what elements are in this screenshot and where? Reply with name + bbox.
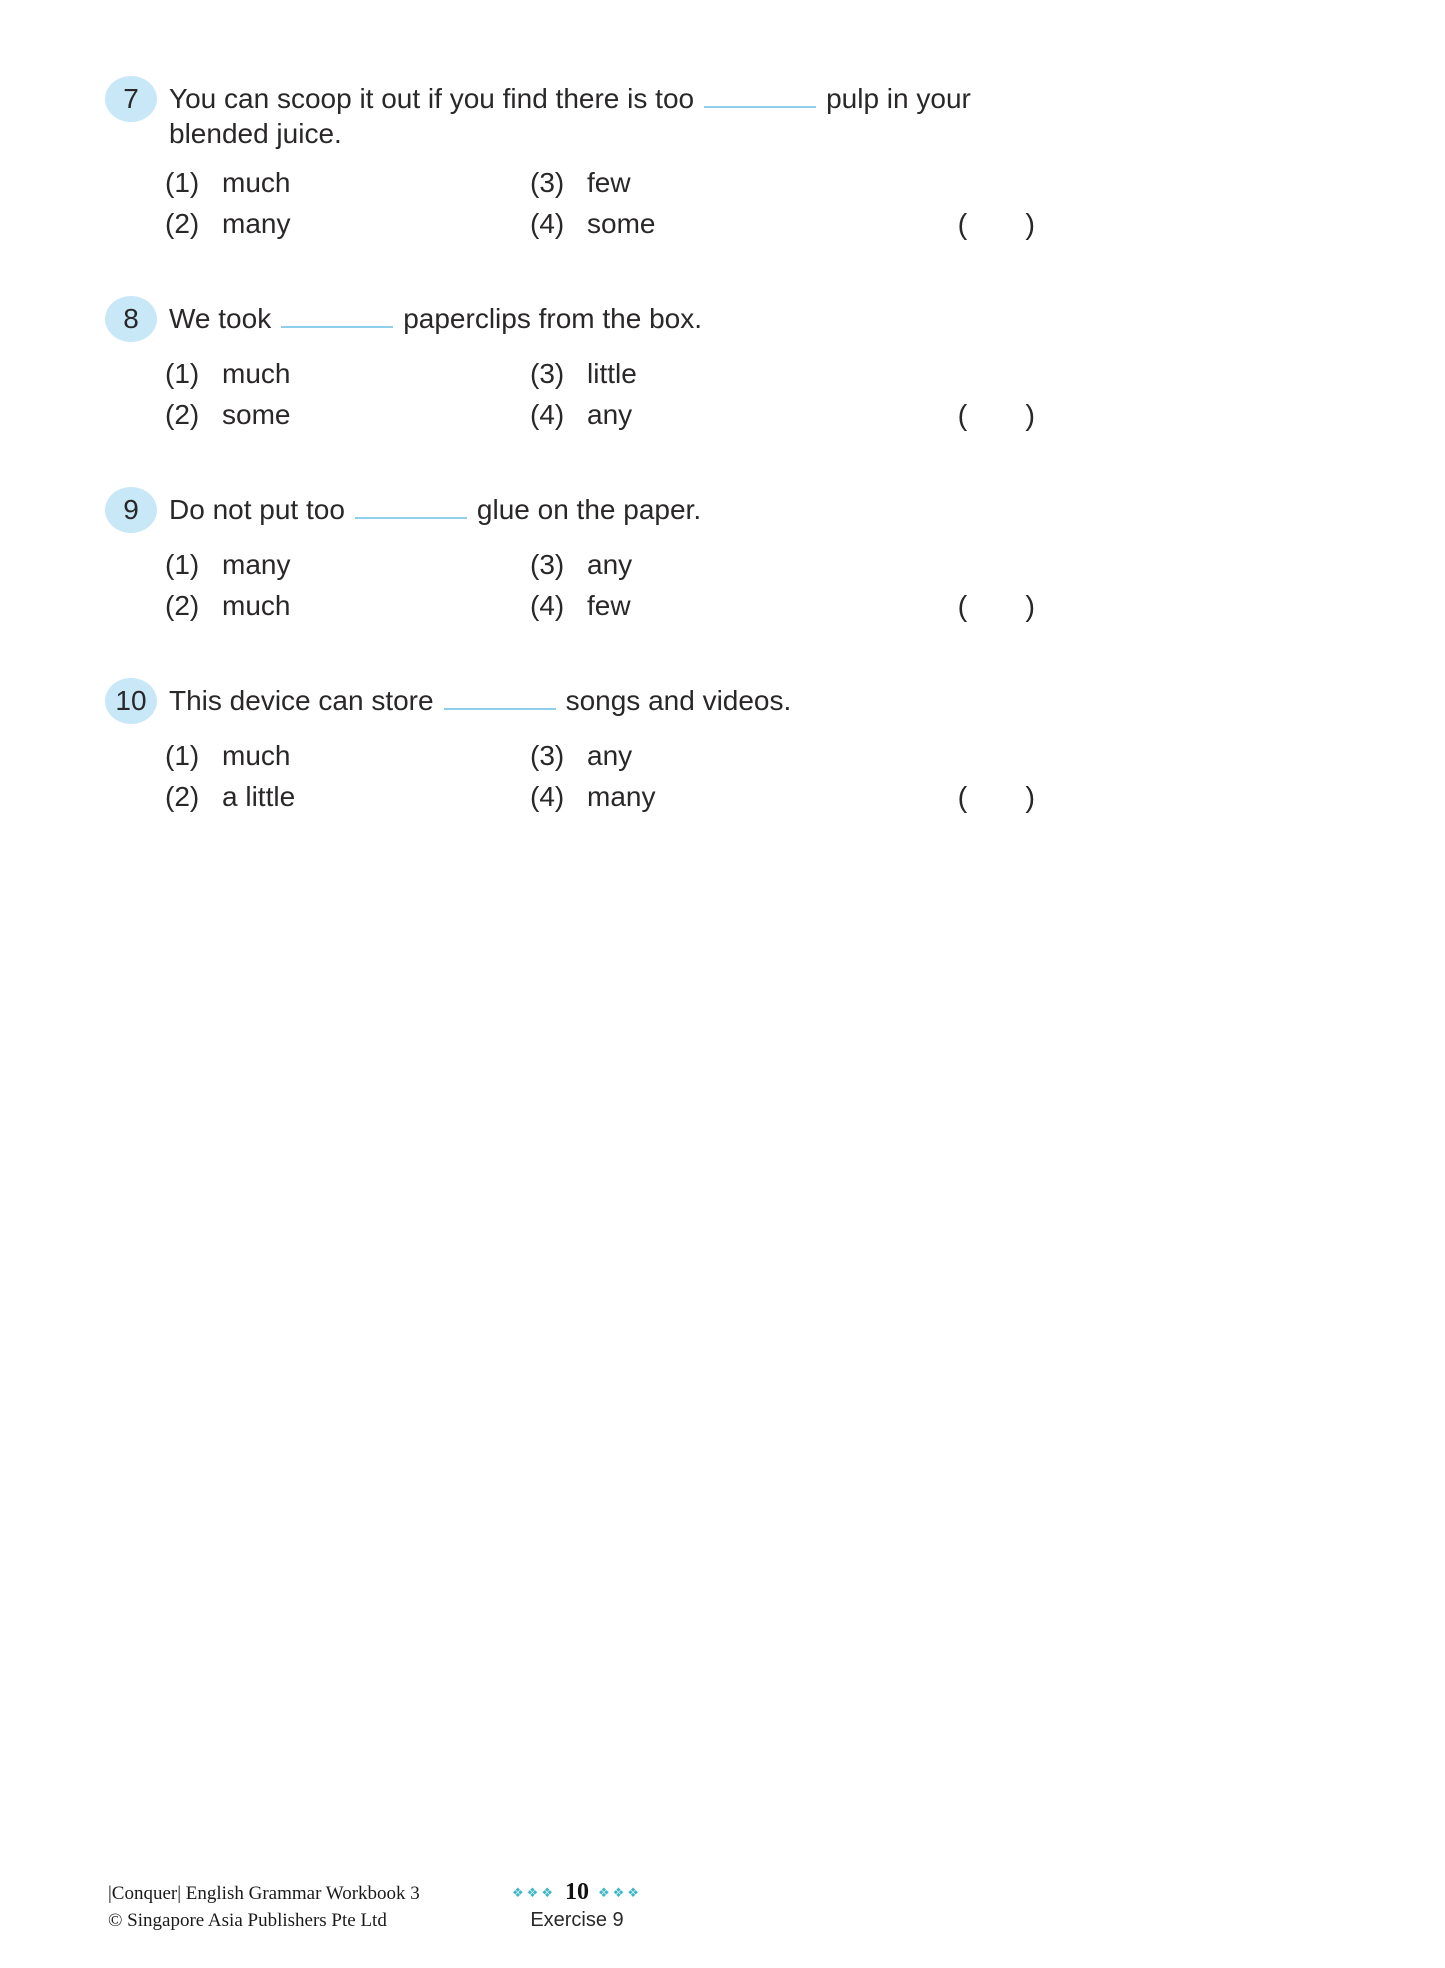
option-label: few <box>587 590 631 621</box>
option-number: (4) <box>530 590 565 621</box>
answer-blank <box>281 308 393 328</box>
close-paren: ) <box>1025 591 1035 623</box>
option-number: (3) <box>530 549 565 580</box>
question-text <box>169 76 1054 151</box>
close-paren: ) <box>1025 209 1035 241</box>
question-text-post: glue on the paper. <box>476 494 702 525</box>
question-number-badge <box>105 76 157 122</box>
close-paren: ) <box>1025 782 1035 814</box>
page-number: 10 <box>565 1879 589 1905</box>
open-paren: ( <box>957 400 968 432</box>
option-number: (3) <box>530 358 565 389</box>
question-text <box>169 296 702 336</box>
option-label: much <box>222 740 291 771</box>
question-text-post: paperclips from the box. <box>403 303 703 334</box>
question-number-badge <box>105 487 157 533</box>
option-label: many <box>222 549 291 580</box>
footer-copyright: © Singapore Asia Publishers Pte Ltd <box>108 1910 387 1931</box>
answer-parentheses <box>958 400 1035 433</box>
option-number: (3) <box>530 167 565 198</box>
question-10 <box>105 678 1445 813</box>
option-label: many <box>222 208 291 239</box>
close-paren: ) <box>1025 400 1035 432</box>
options-grid <box>165 549 1445 622</box>
answer-parentheses <box>958 209 1035 242</box>
option-label: little <box>587 358 637 389</box>
option-label: any <box>587 549 633 580</box>
option-label: any <box>587 399 633 430</box>
option-label: some <box>587 208 656 239</box>
option-label: a little <box>222 781 296 812</box>
options-grid <box>165 167 1445 240</box>
answer-parentheses <box>958 591 1035 624</box>
option-label: some <box>222 399 291 430</box>
option-label: much <box>222 590 291 621</box>
option-number: (4) <box>530 399 565 430</box>
exercise-label: Exercise 9 <box>530 1909 624 1931</box>
worksheet-page <box>105 76 1445 869</box>
open-paren: ( <box>957 591 968 623</box>
question-7 <box>105 76 1445 240</box>
question-number: 7 <box>123 83 139 114</box>
page-ornament-right: ❖❖❖ <box>598 1884 642 1900</box>
option-label: much <box>222 358 291 389</box>
option-number: (2) <box>165 399 200 430</box>
question-text-pre: We took <box>169 303 272 334</box>
question-text-post: pulp in your blended juice. <box>169 83 971 149</box>
option-label: many <box>587 781 656 812</box>
answer-blank <box>704 88 816 108</box>
option-number: (1) <box>165 167 200 198</box>
option-number: (2) <box>165 590 200 621</box>
page-ornament-left: ❖❖❖ <box>512 1884 556 1900</box>
question-text <box>169 487 701 527</box>
option-number: (1) <box>165 358 200 389</box>
question-number: 10 <box>115 685 147 716</box>
question-8 <box>105 296 1445 431</box>
question-text-post: songs and videos. <box>565 685 792 716</box>
option-number: (3) <box>530 740 565 771</box>
question-text <box>169 678 791 718</box>
question-number: 9 <box>123 494 139 525</box>
option-label: much <box>222 167 291 198</box>
option-label: any <box>587 740 633 771</box>
open-paren: ( <box>957 782 968 814</box>
question-text-pre: You can scoop it out if you find there is too <box>169 83 695 114</box>
options-grid <box>165 358 1445 431</box>
footer-imprint <box>108 1880 420 1934</box>
question-9 <box>105 487 1445 622</box>
option-number: (4) <box>530 208 565 239</box>
option-label: few <box>587 167 631 198</box>
question-number-badge <box>105 678 157 724</box>
question-text-pre: Do not put too <box>169 494 345 525</box>
option-number: (2) <box>165 208 200 239</box>
question-number-badge <box>105 296 157 342</box>
option-number: (4) <box>530 781 565 812</box>
options-grid <box>165 740 1445 813</box>
footer-book-title: |Conquer| English Grammar Workbook 3 <box>108 1883 420 1904</box>
footer-page-info <box>492 1879 662 1932</box>
question-number: 8 <box>123 303 139 334</box>
answer-blank <box>355 499 467 519</box>
option-number: (1) <box>165 549 200 580</box>
question-text-pre: This device can store <box>169 685 434 716</box>
option-number: (1) <box>165 740 200 771</box>
answer-blank <box>444 690 556 710</box>
answer-parentheses <box>958 782 1035 815</box>
option-number: (2) <box>165 781 200 812</box>
open-paren: ( <box>957 209 968 241</box>
